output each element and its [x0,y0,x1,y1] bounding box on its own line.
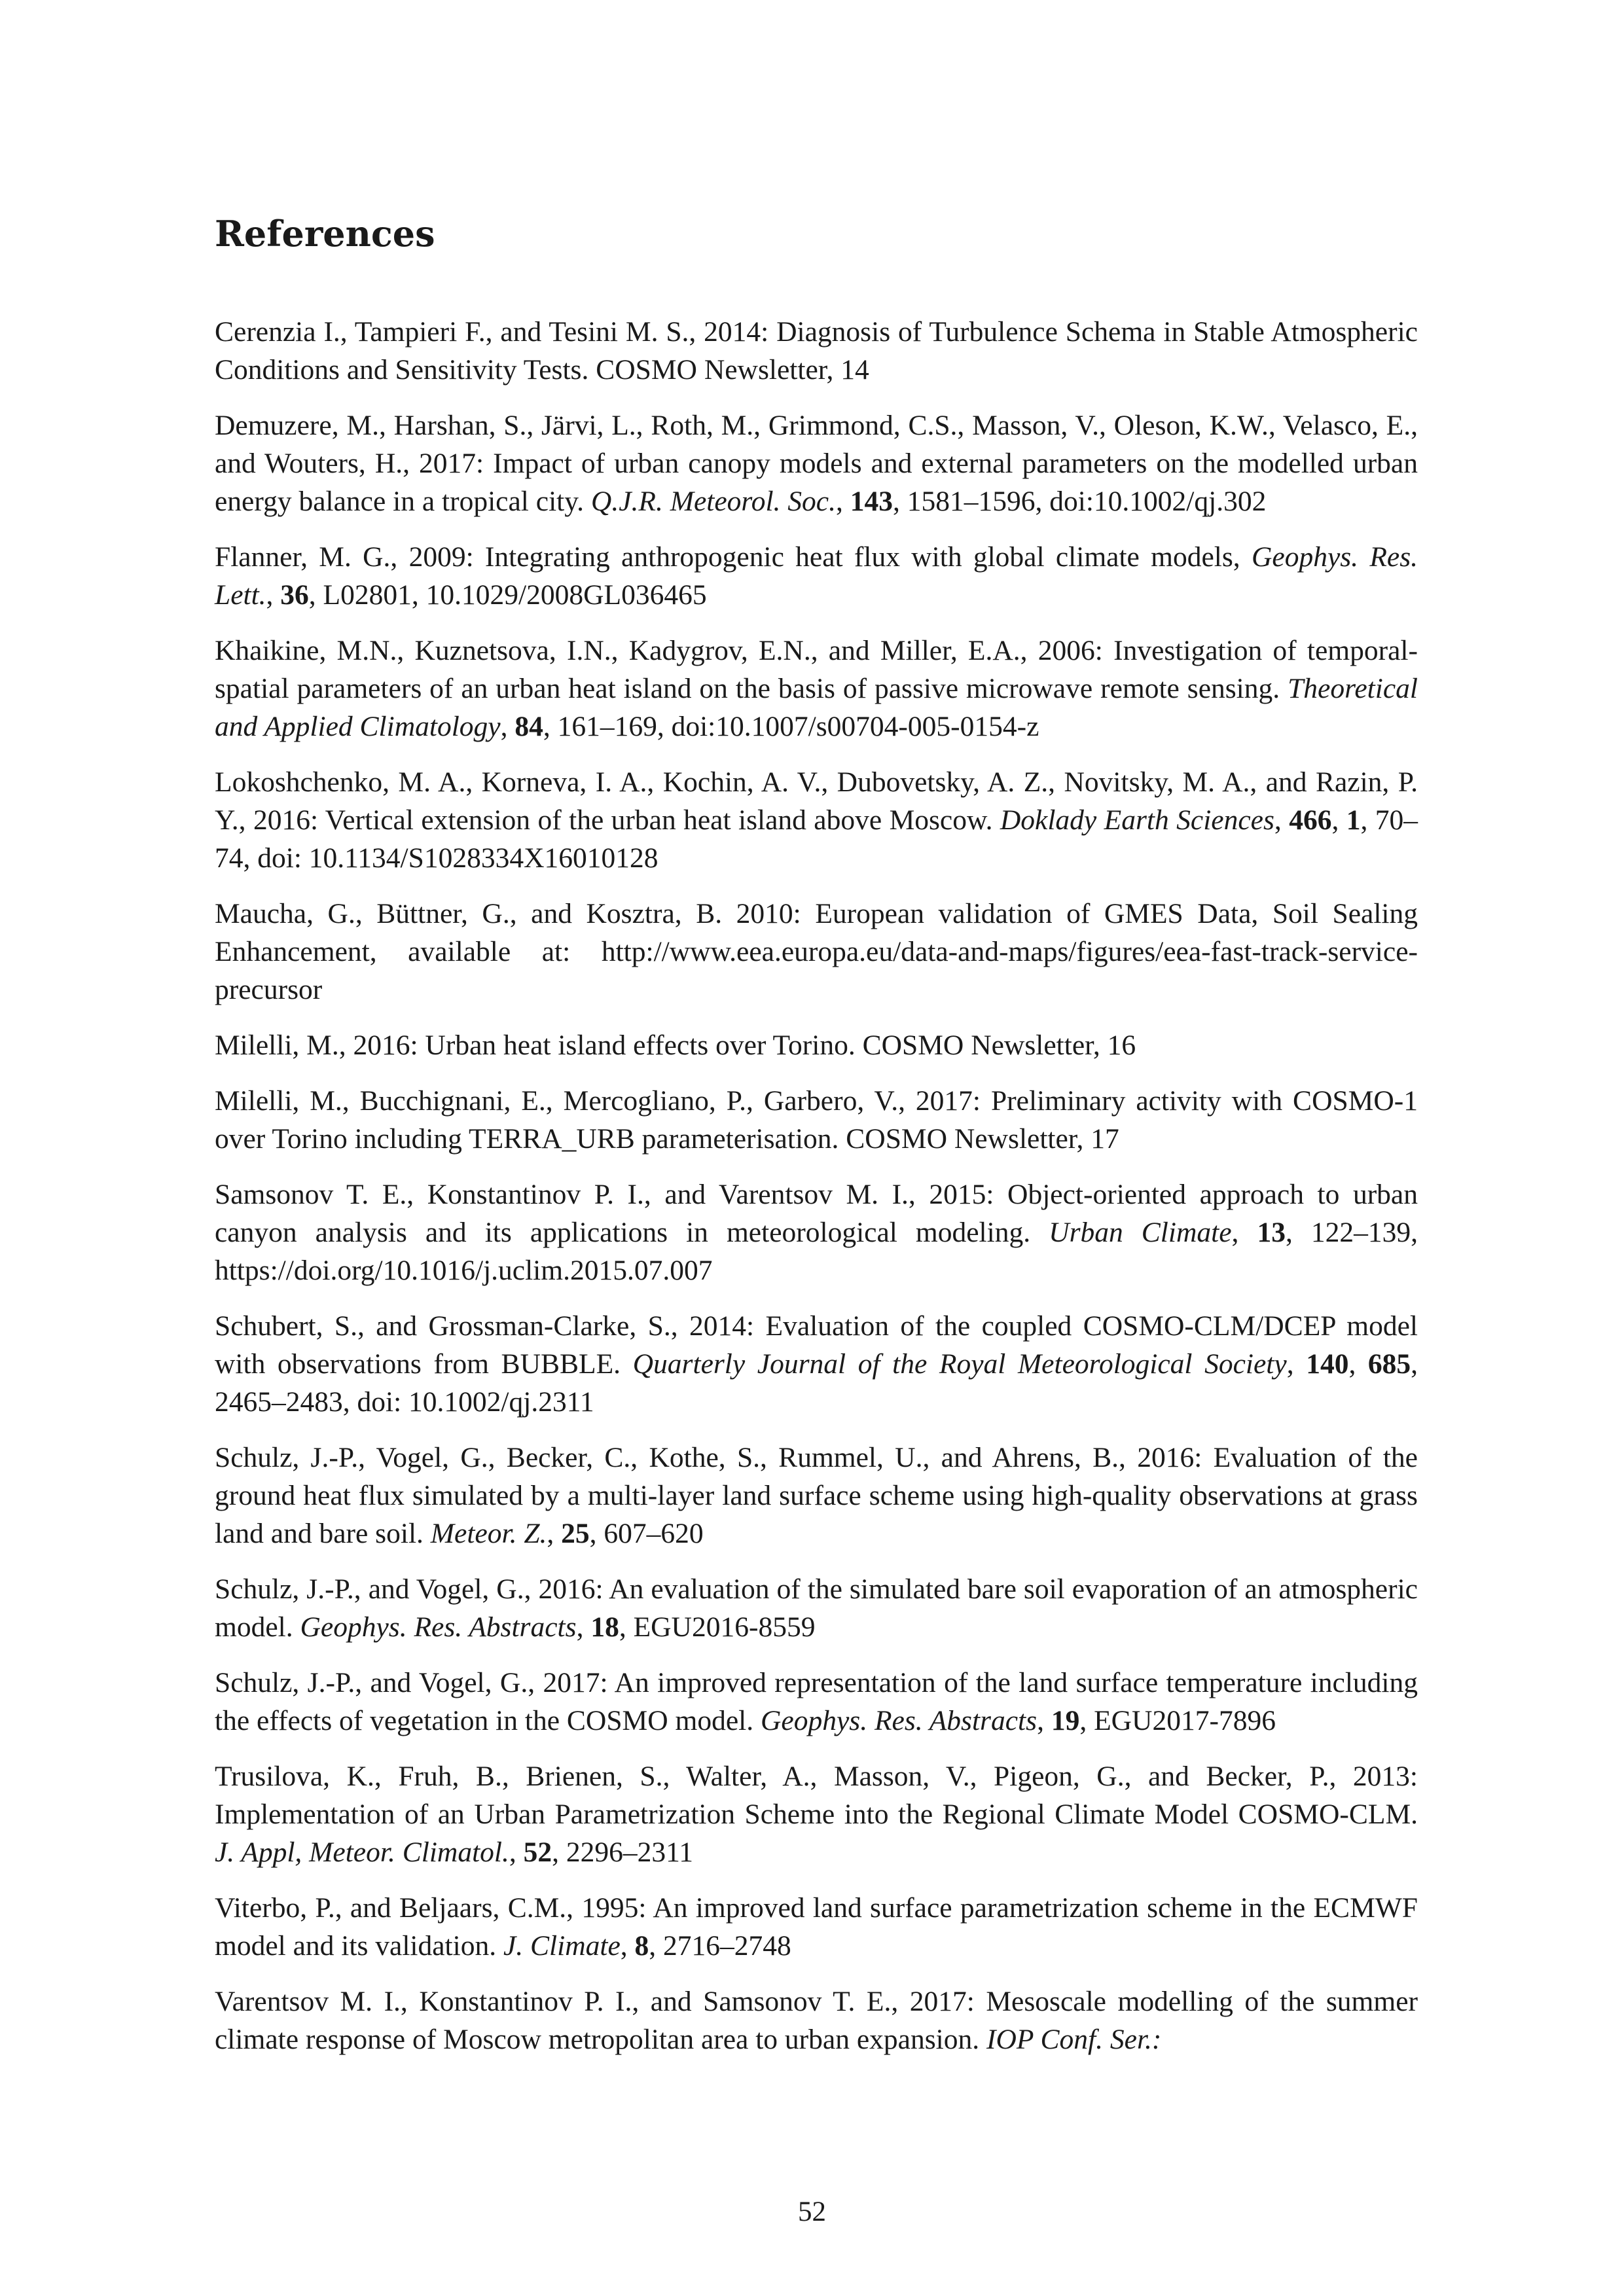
reference-volume: 143 [850,486,893,517]
reference-text: , 122–139, https://doi.org/10.1016/j.uclim.2015.07.007 [215,1217,1418,1286]
reference-text: , 1581–1596, doi:10.1002/qj.302 [892,486,1267,517]
reference-text: Schulz, J.-P., and Vogel, G., 2017: An improved representation of the land surface temperature including the effects of vegetation in the COSMO model. [215,1667,1418,1736]
reference-text: Schulz, J.-P., and Vogel, G., 2016: An evaluation of the simulated bare soil evaporation of an atmospheric model. [215,1573,1418,1643]
reference-entry [215,1175,1418,1289]
reference-text: , [1231,1217,1257,1248]
reference-entry [215,1026,1418,1064]
reference-text: , [576,1611,591,1643]
reference-volume: 84 [514,711,543,742]
reference-entry [215,1889,1418,1965]
reference-journal: Geophys. Res. Abstracts [760,1705,1038,1736]
reference-entry [215,406,1418,520]
reference-text: Khaikine, M.N., Kuznetsova, I.N., Kadygrov, E.N., and Miller, E.A., 2006: Investigation of temporal-spatial parameters of an urban heat island on the basis of passive microwave remote sensing. [215,635,1418,704]
reference-journal: Theoretical and Applied Climatology [215,673,1418,742]
reference-text: Flanner, M. G., 2009: Integrating anthropogenic heat flux with global climate models, [215,541,1252,573]
reference-text: , EGU2017-7896 [1079,1705,1276,1736]
reference-entry [215,1757,1418,1871]
reference-entry [215,1439,1418,1552]
reference-entry [215,1982,1418,2058]
reference-journal: IOP Conf. Ser.: [986,2024,1162,2055]
reference-text: , [1037,1705,1051,1736]
reference-journal: Q.J.R. Meteorol. Soc. [590,486,836,517]
page-number: 52 [798,2197,826,2227]
reference-journal: Quarterly Journal of the Royal Meteorological Society [632,1348,1287,1380]
reference-entry [215,538,1418,614]
reference-text: , [1274,804,1290,836]
reference-text: , [1331,804,1346,836]
reference-text: , [500,711,515,742]
reference-entry [215,1082,1418,1158]
reference-text: , [509,1837,524,1868]
reference-text: , [835,486,850,517]
reference-volume: 36 [280,579,309,611]
reference-text: Trusilova, K., Fruh, B., Brienen, S., Walter, A., Masson, V., Pigeon, G., and Becker, P., 2013: Implementation of an Urban Parametrization Scheme into the Regional Climate Model COSMO-CLM. [215,1761,1418,1830]
reference-volume: 1 [1346,804,1361,836]
reference-text: Samsonov T. E., Konstantinov P. I., and Varentsov M. I., 2015: Object-oriented approach to urban canyon analysis and its applications in meteorological modeling. [215,1179,1418,1248]
reference-text: Milelli, M., 2016: Urban heat island effects over Torino. COSMO Newsletter, 16 [215,1030,1136,1061]
reference-text: , [547,1518,562,1549]
reference-text: Lokoshchenko, M. A., Korneva, I. A., Kochin, A. V., Dubovetsky, A. Z., Novitsky, M. A., and Razin, P. Y., 2016: Vertical extension of the urban heat island above Moscow. [215,766,1418,836]
reference-text: , EGU2016-8559 [619,1611,816,1643]
reference-journal: Geophys. Res. Lett. [215,541,1418,611]
reference-text: , [1348,1348,1368,1380]
reference-text: , [1286,1348,1307,1380]
reference-journal: Geophys. Res. Abstracts [300,1611,577,1643]
reference-volume: 52 [523,1837,552,1868]
reference-text: , 70–74, doi: 10.1134/S1028334X16010128 [215,804,1418,874]
reference-journal: Doklady Earth Sciences [1000,804,1274,836]
reference-journal: J. Appl, Meteor. Climatol. [215,1837,509,1868]
reference-text: Schulz, J.-P., Vogel, G., Becker, C., Kothe, S., Rummel, U., and Ahrens, B., 2016: Evaluation of the ground heat flux simulated by a multi-layer land surface scheme using high-quality observations at grass land and bare soil. [215,1442,1418,1549]
reference-journal: J. Climate [503,1930,621,1962]
reference-text: , 607–620 [589,1518,704,1549]
reference-volume: 25 [561,1518,590,1549]
reference-entry [215,1664,1418,1740]
reference-entry [215,1307,1418,1421]
reference-volume: 140 [1306,1348,1349,1380]
reference-text: Varentsov M. I., Konstantinov P. I., and Samsonov T. E., 2017: Mesoscale modelling of the summer climate response of Moscow metropolitan area to urban expansion. [215,1986,1418,2055]
reference-text: Maucha, G., Büttner, G., and Kosztra, B. 2010: European validation of GMES Data, Soil Sealing Enhancement, available at: http://www.eea.europa.eu/data-and-maps/figures/eea-fast-track-service-precursor [215,898,1418,1005]
reference-volume: 466 [1289,804,1332,836]
reference-text: Milelli, M., Bucchignani, E., Mercogliano, P., Garbero, V., 2017: Preliminary activity with COSMO-1 over Torino including TERRA_URB parameterisation. COSMO Newsletter, 17 [215,1085,1418,1155]
reference-text: , 161–169, doi:10.1007/s00704-005-0154-z [543,711,1039,742]
reference-text: , L02801, 10.1029/2008GL036465 [308,579,707,611]
reference-text: , [620,1930,635,1962]
reference-entry [215,1570,1418,1646]
reference-text: , 2296–2311 [552,1837,694,1868]
reference-text: , 2716–2748 [649,1930,791,1962]
reference-text: Demuzere, M., Harshan, S., Järvi, L., Roth, M., Grimmond, C.S., Masson, V., Oleson, K.W., Velasco, E., and Wouters, H., 2017: Impact of urban canopy models and external parameters on the modelled urban energy balance in a tropical city. [215,410,1418,517]
reference-volume: 13 [1257,1217,1286,1248]
section-heading: References [215,213,435,255]
reference-list [215,313,1418,2076]
reference-entry [215,313,1418,389]
reference-journal: Urban Climate [1049,1217,1232,1248]
reference-entry [215,895,1418,1009]
reference-entry [215,632,1418,745]
reference-entry [215,763,1418,877]
reference-text: Cerenzia I., Tampieri F., and Tesini M. S., 2014: Diagnosis of Turbulence Schema in Stable Atmospheric Conditions and Sensitivity Tests. COSMO Newsletter, 14 [215,316,1418,386]
reference-journal: Meteor. Z. [430,1518,547,1549]
reference-text: , [266,579,281,611]
reference-volume: 8 [634,1930,649,1962]
reference-volume: 685 [1367,1348,1411,1380]
reference-volume: 18 [590,1611,619,1643]
reference-text: Viterbo, P., and Beljaars, C.M., 1995: An improved land surface parametrization scheme in the ECMWF model and its validation. [215,1892,1418,1962]
reference-volume: 19 [1051,1705,1080,1736]
reference-text: Schubert, S., and Grossman-Clarke, S., 2014: Evaluation of the coupled COSMO-CLM/DCEP model with observations from BUBBLE. [215,1310,1418,1380]
reference-text: , 2465–2483, doi: 10.1002/qj.2311 [215,1348,1418,1418]
